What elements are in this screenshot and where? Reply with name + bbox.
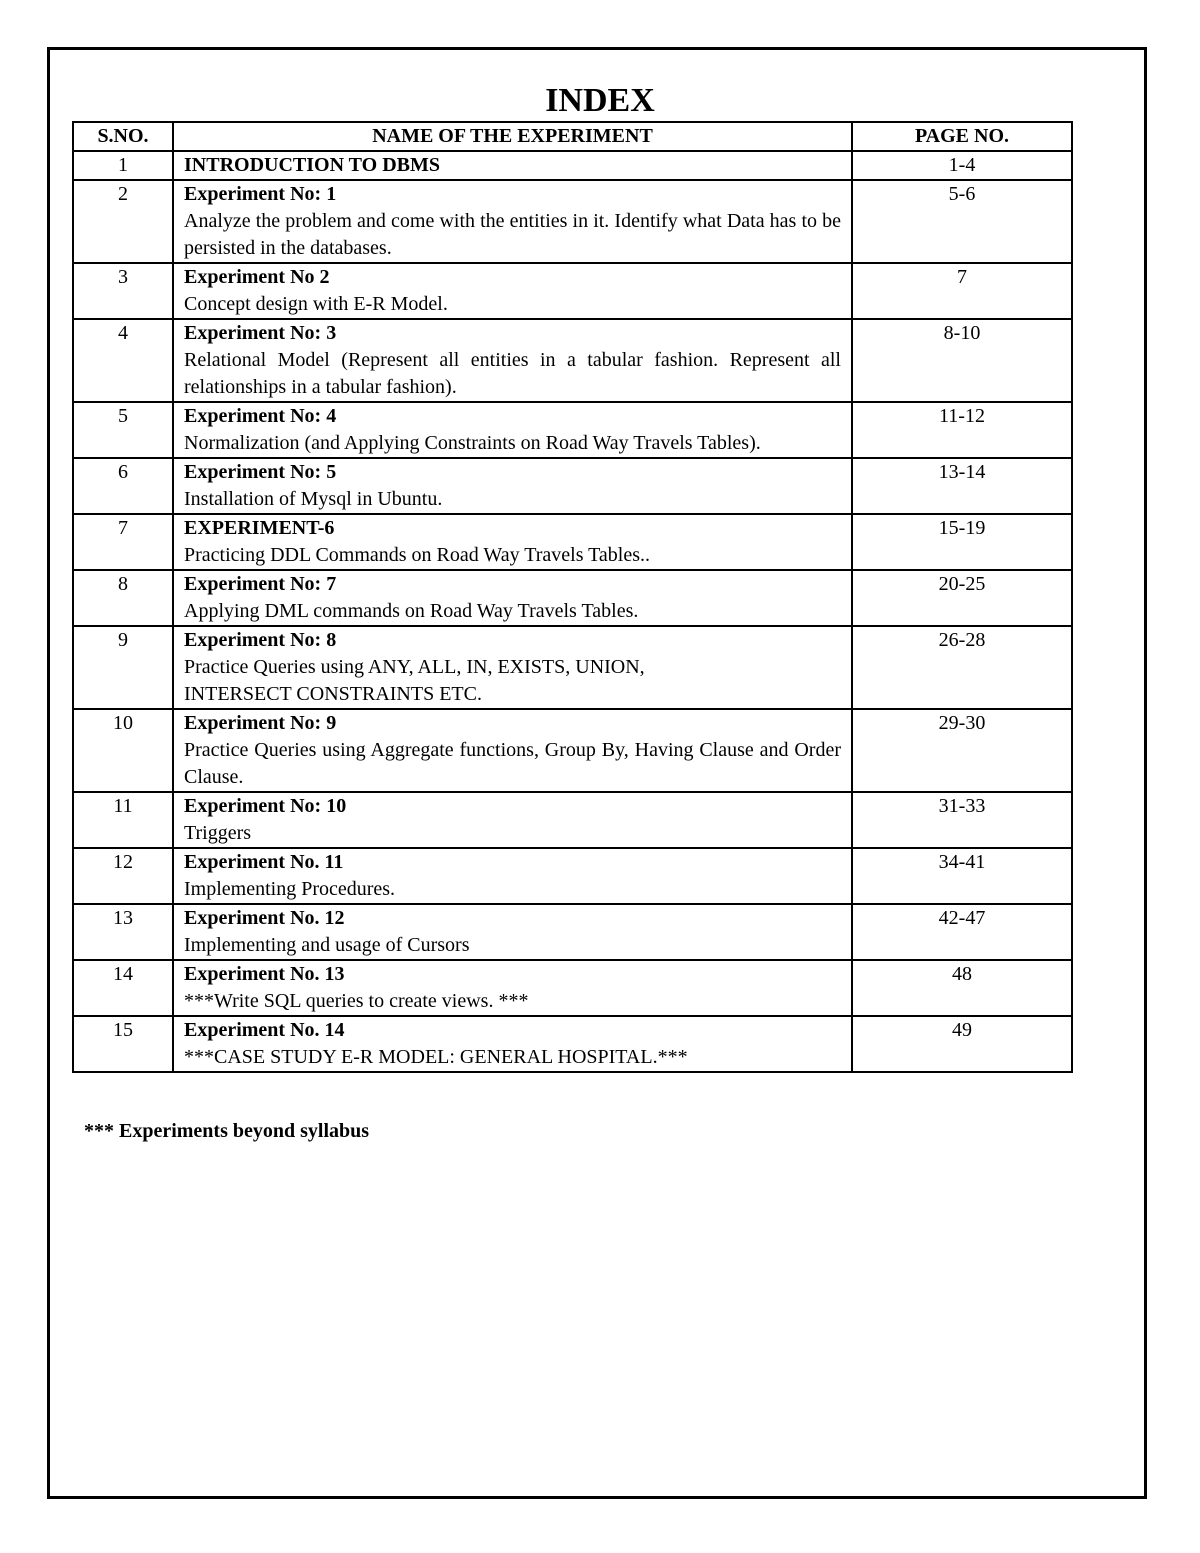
row-heading: Experiment No: 5 <box>184 461 337 483</box>
row-page: 13-14 <box>852 458 1072 514</box>
row-name <box>173 960 852 1016</box>
row-page: 31-33 <box>852 792 1072 848</box>
row-sno: 12 <box>73 848 173 904</box>
table-row <box>73 458 1072 514</box>
row-description: Analyze the problem and come with the entities in it. Identify what Data has to be persisted in the databases. <box>184 210 841 259</box>
row-page: 34-41 <box>852 848 1072 904</box>
row-sno: 3 <box>73 263 173 319</box>
row-heading: Experiment No: 7 <box>184 573 337 595</box>
row-description: Installation of Mysql in Ubuntu. <box>184 488 443 510</box>
row-heading: Experiment No: 1 <box>184 183 337 205</box>
table-row <box>73 263 1072 319</box>
row-heading: Experiment No: 3 <box>184 322 337 344</box>
row-name <box>173 514 852 570</box>
table-row <box>73 151 1072 180</box>
row-description: Applying DML commands on Road Way Travels Tables. <box>184 600 639 622</box>
row-sno: 2 <box>73 180 173 263</box>
row-page: 49 <box>852 1016 1072 1072</box>
row-name <box>173 151 852 180</box>
row-name <box>173 792 852 848</box>
row-description: Normalization (and Applying Constraints on Road Way Travels Tables). <box>184 432 761 454</box>
row-sno: 8 <box>73 570 173 626</box>
row-sno: 11 <box>73 792 173 848</box>
row-name <box>173 626 852 709</box>
row-heading: Experiment No: 9 <box>184 712 337 734</box>
row-heading: EXPERIMENT-6 <box>184 517 335 539</box>
table-row <box>73 626 1072 709</box>
row-description: ***CASE STUDY E-R MODEL: GENERAL HOSPITAL.*** <box>184 1046 688 1068</box>
row-page: 7 <box>852 263 1072 319</box>
row-name <box>173 848 852 904</box>
row-name <box>173 570 852 626</box>
row-page: 20-25 <box>852 570 1072 626</box>
row-description: Implementing and usage of Cursors <box>184 934 470 956</box>
row-name <box>173 458 852 514</box>
row-description: Practice Queries using ANY, ALL, IN, EXISTS, UNION, INTERSECT CONSTRAINTS ETC. <box>184 656 645 705</box>
table-row <box>73 514 1072 570</box>
row-page: 15-19 <box>852 514 1072 570</box>
table-row <box>73 1016 1072 1072</box>
table-header-row <box>73 122 1072 151</box>
row-heading: Experiment No 2 <box>184 266 330 288</box>
index-table <box>72 121 1073 1073</box>
table-row <box>73 848 1072 904</box>
row-name <box>173 904 852 960</box>
table-row <box>73 319 1072 402</box>
row-description: Triggers <box>184 822 252 844</box>
row-description: Implementing Procedures. <box>184 878 396 900</box>
row-name <box>173 319 852 402</box>
row-heading: INTRODUCTION TO DBMS <box>184 154 440 176</box>
table-row <box>73 904 1072 960</box>
row-sno: 4 <box>73 319 173 402</box>
row-sno: 13 <box>73 904 173 960</box>
row-sno: 10 <box>73 709 173 792</box>
row-heading: Experiment No. 13 <box>184 963 345 985</box>
row-sno: 6 <box>73 458 173 514</box>
table-row <box>73 960 1072 1016</box>
row-page: 48 <box>852 960 1072 1016</box>
header-name: NAME OF THE EXPERIMENT <box>173 122 852 151</box>
row-description: ***Write SQL queries to create views. *** <box>184 990 529 1012</box>
row-heading: Experiment No: 4 <box>184 405 337 427</box>
row-heading: Experiment No: 8 <box>184 629 337 651</box>
row-name <box>173 402 852 458</box>
row-description: Concept design with E-R Model. <box>184 293 448 315</box>
row-page: 5-6 <box>852 180 1072 263</box>
table-row <box>73 180 1072 263</box>
row-name <box>173 1016 852 1072</box>
row-name <box>173 709 852 792</box>
row-heading: Experiment No. 14 <box>184 1019 345 1041</box>
row-page: 42-47 <box>852 904 1072 960</box>
row-heading: Experiment No. 12 <box>184 907 345 929</box>
row-sno: 5 <box>73 402 173 458</box>
row-heading: Experiment No: 10 <box>184 795 347 817</box>
footnote: *** Experiments beyond syllabus <box>84 1120 370 1142</box>
table-row <box>73 792 1072 848</box>
row-name <box>173 263 852 319</box>
row-sno: 1 <box>73 151 173 180</box>
page-title: INDEX <box>545 82 655 119</box>
row-description: Practice Queries using Aggregate functions, Group By, Having Clause and Order Clause. <box>184 739 841 788</box>
header-sno: S.NO. <box>73 122 173 151</box>
row-heading: Experiment No. 11 <box>184 851 344 873</box>
row-page: 1-4 <box>852 151 1072 180</box>
row-sno: 7 <box>73 514 173 570</box>
row-sno: 14 <box>73 960 173 1016</box>
row-page: 26-28 <box>852 626 1072 709</box>
row-page: 11-12 <box>852 402 1072 458</box>
table-row <box>73 709 1072 792</box>
row-page: 8-10 <box>852 319 1072 402</box>
table-row <box>73 402 1072 458</box>
row-name <box>173 180 852 263</box>
row-description: Practicing DDL Commands on Road Way Travels Tables.. <box>184 544 651 566</box>
row-sno: 15 <box>73 1016 173 1072</box>
row-sno: 9 <box>73 626 173 709</box>
row-description: Relational Model (Represent all entities in a tabular fashion. Represent all relationships in a tabular fashion). <box>184 349 841 398</box>
table-row <box>73 570 1072 626</box>
header-page: PAGE NO. <box>852 122 1072 151</box>
row-page: 29-30 <box>852 709 1072 792</box>
